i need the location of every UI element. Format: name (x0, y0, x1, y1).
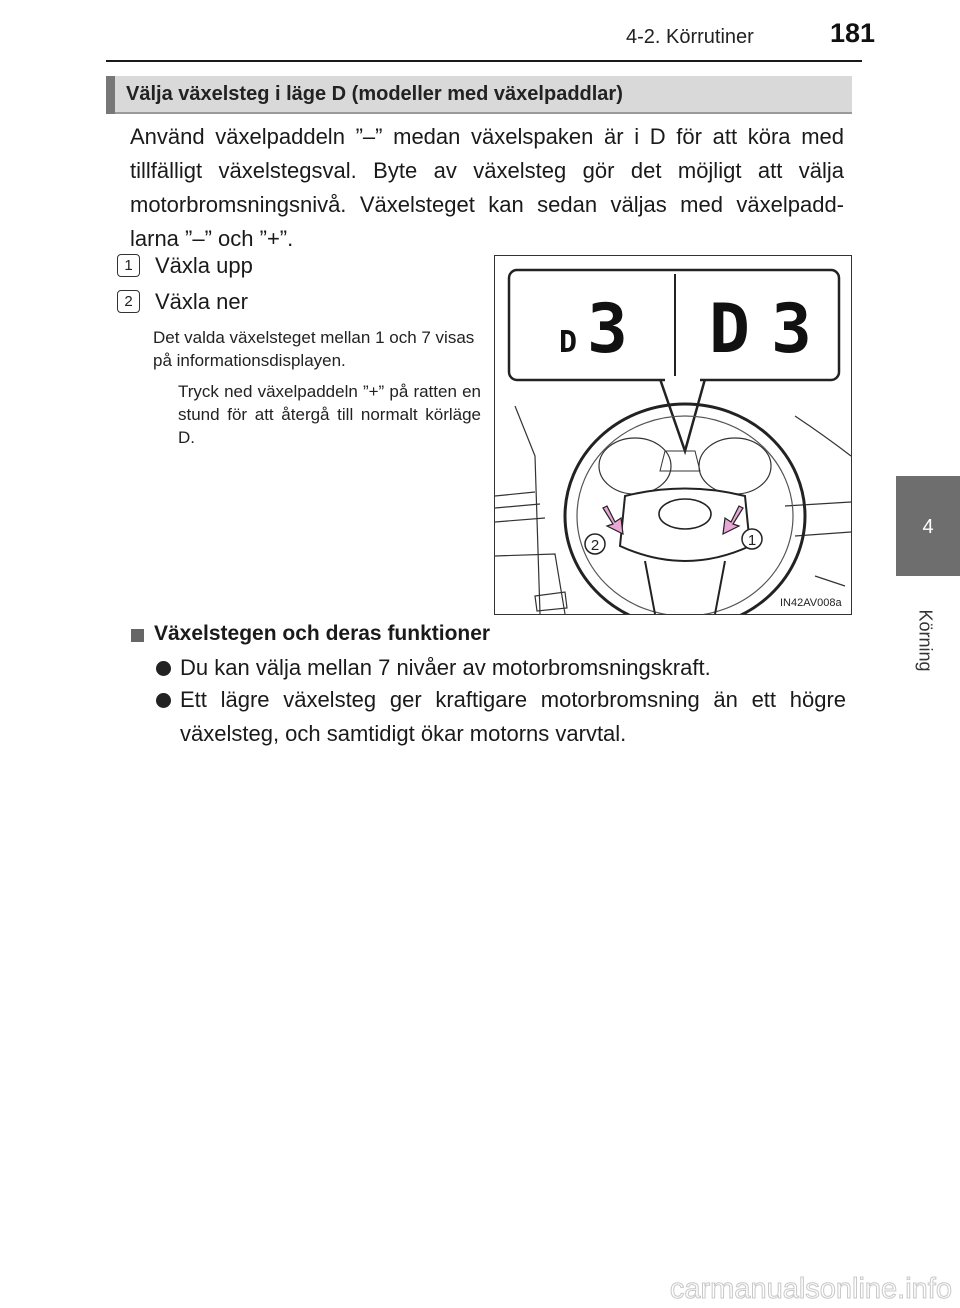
display-right-step: 3 (771, 290, 812, 369)
section-heading-marker (106, 76, 115, 114)
shift-down-paddle-arrow (603, 506, 623, 534)
item-number-badge: 1 (117, 254, 140, 277)
bullet-dot (156, 693, 171, 708)
bullet-item: Ett lägre växelsteg ger kraftigare motorbromsning än ett högre växelsteg, och samtidigt ökar motorns varvtal. (180, 687, 846, 746)
steering-wheel-illustration (495, 256, 851, 614)
header-section: 4-2. Körrutiner (626, 26, 754, 48)
watermark-logo (560, 1268, 956, 1308)
callout-label-1: 1 (747, 532, 757, 549)
chapter-tab-label: Körning (915, 609, 936, 672)
display-left-step: 3 (587, 290, 628, 369)
subsection-marker (131, 629, 144, 642)
bullet-item: Du kan välja mellan 7 nivåer av motorbromsningskraft. (180, 655, 711, 680)
display-note: Det valda växelsteget mellan 1 och 7 visas på informationsdisplayen. (153, 328, 475, 370)
figure-caption: IN42AV008a (780, 597, 842, 609)
item-label-shift-up: Växla upp (155, 253, 253, 278)
header-rule (106, 60, 862, 62)
intro-paragraph: Använd växelpaddeln ”–” medan växelspaken är i D för att köra med tillfälligt växelstegsval. Byte av växelsteg gör det möjligt att välja motorbromsningsnivå. Växelsteget kan sedan väljas med växelpadd-larna ”–” och ”+”. (130, 124, 844, 251)
chapter-tab-number: 4 (922, 516, 934, 538)
display-left-gear: D (559, 325, 578, 360)
bullet-dot (156, 661, 171, 676)
callout-label-2: 2 (590, 537, 600, 554)
display-right-gear: D (709, 290, 750, 369)
item-label-shift-down: Växla ner (155, 289, 248, 314)
page-number: 181 (830, 18, 876, 48)
svg-text:carmanualsonline.info: carmanualsonline.info (669, 1273, 952, 1305)
item-number-badge: 2 (117, 290, 140, 313)
subsection-title: Växelstegen och deras funktioner (154, 622, 491, 645)
section-title: Välja växelsteg i läge D (modeller med växelpaddlar) (126, 83, 623, 105)
return-note: Tryck ned växelpaddeln ”+” på ratten en stund för att återgå till normalt körläge D. (178, 382, 481, 447)
steering-wheel-figure (494, 255, 852, 615)
